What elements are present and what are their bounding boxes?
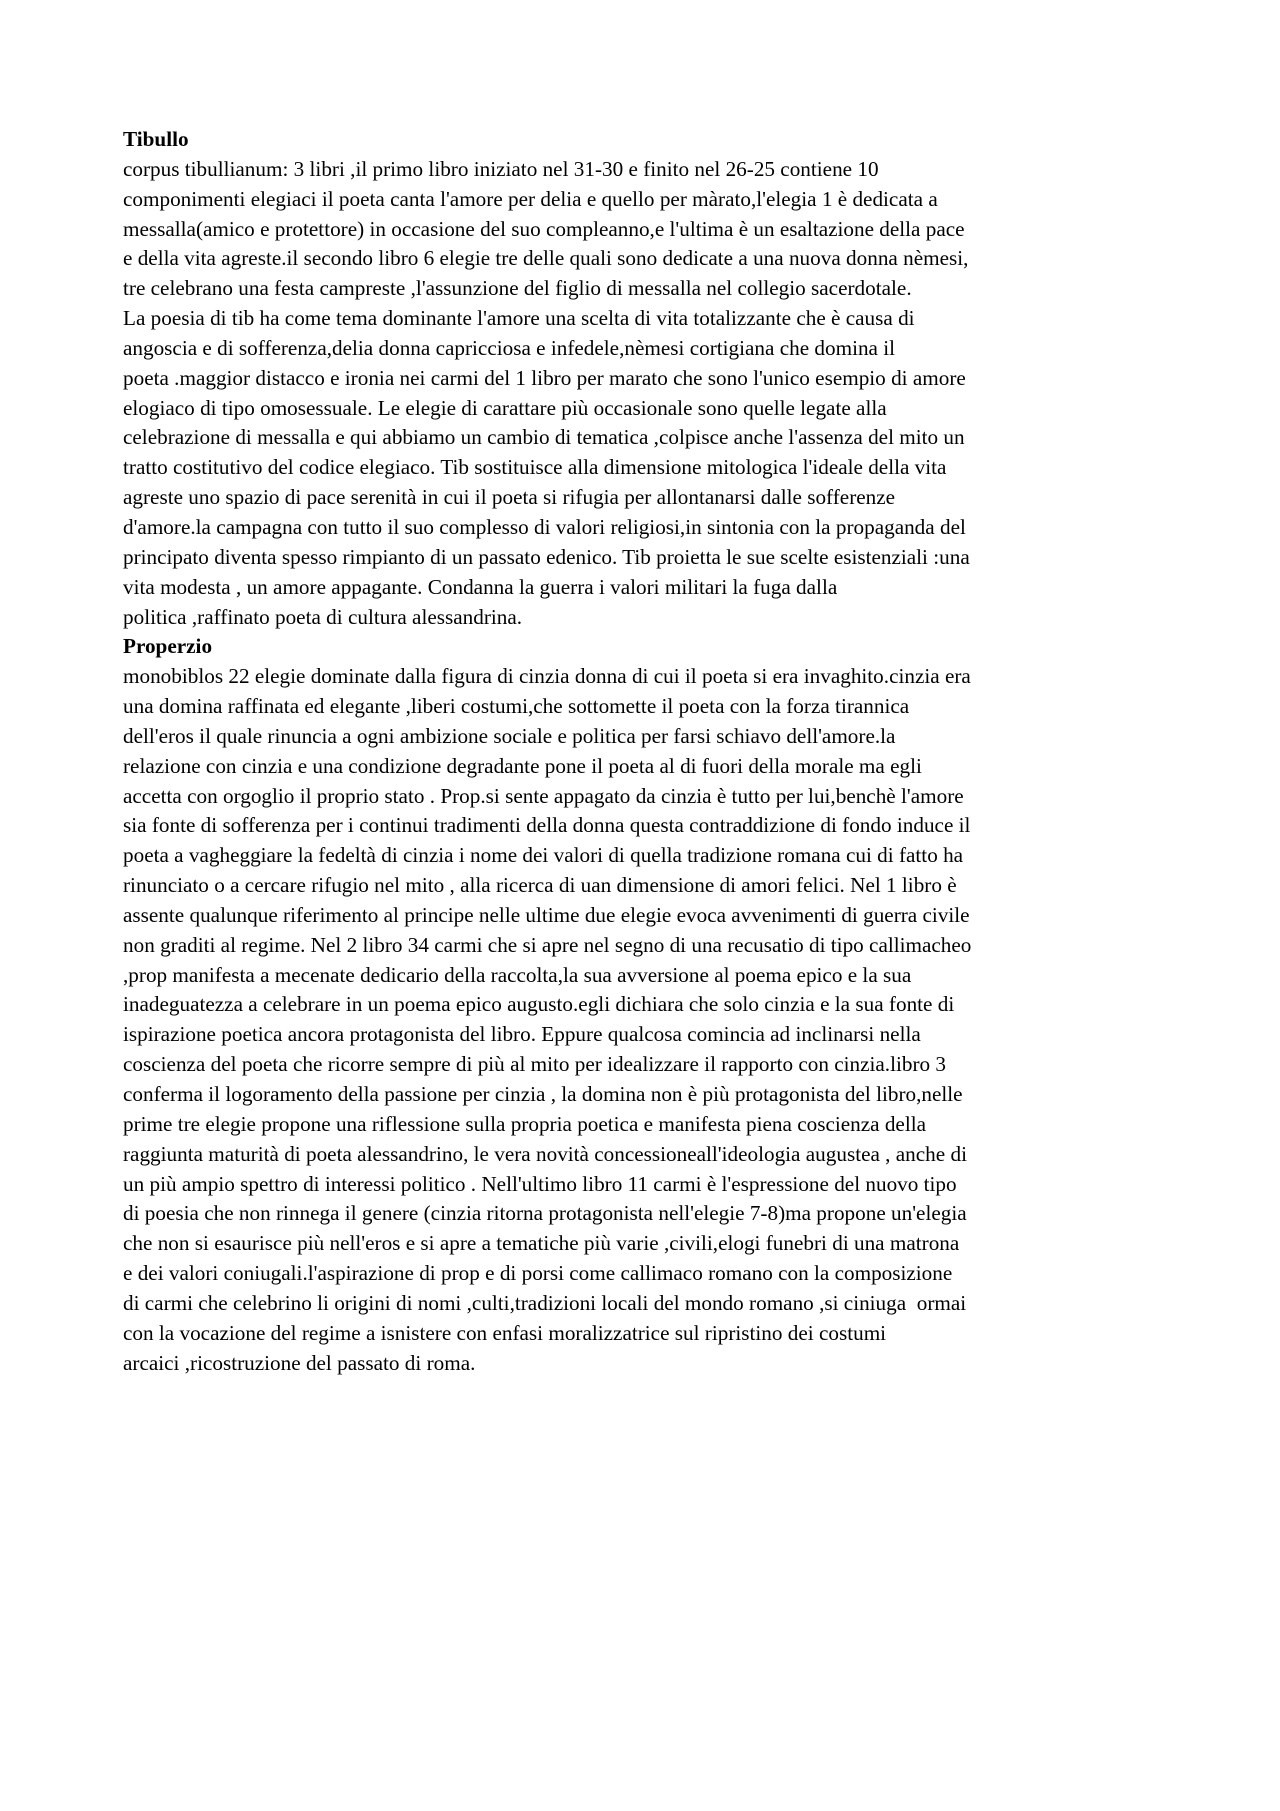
text-line: componimenti elegiaci il poeta canta l'amore per delia e quello per màrato,l'elegia 1 è dedicata a	[123, 186, 938, 211]
document-body	[123, 125, 1168, 1378]
text-line: agreste uno spazio di pace serenità in cui il poeta si rifugia per allontanarsi dalle sofferenze	[123, 485, 896, 510]
text-line: politica ,raffinato poeta di cultura alessandrina.	[123, 604, 523, 629]
text-line: d'amore.la campagna con tutto il suo complesso di valori religiosi,in sintonia con la propaganda del	[123, 514, 966, 539]
text-line: messalla(amico e protettore) in occasione del suo compleanno,e l'ultima è un esaltazione della pace	[123, 216, 965, 241]
text-line: arcaici ,ricostruzione del passato di roma.	[123, 1350, 476, 1375]
text-line: relazione con cinzia e una condizione degradante pone il poeta al di fuori della morale ma egli	[123, 753, 922, 778]
section-tibullo	[123, 125, 1168, 632]
text-line: La poesia di tib ha come tema dominante l'amore una scelta di vita totalizzante che è causa di	[123, 306, 915, 331]
text-line: una domina raffinata ed elegante ,liberi costumi,che sottomette il poeta con la forza tirannica	[123, 694, 910, 719]
text-line: angoscia e di sofferenza,delia donna capricciosa e infedele,nèmesi cortigiana che domina il	[123, 335, 896, 360]
text-line: principato diventa spesso rimpianto di un passato edenico. Tib proietta le sue scelte esistenziali :una	[123, 544, 970, 569]
text-line: e della vita agreste.il secondo libro 6 elegie tre delle quali sono dedicate a una nuova donna nèmesi,	[123, 246, 969, 271]
text-line: prime tre elegie propone una riflessione sulla propria poetica e manifesta piena coscienza della	[123, 1111, 927, 1136]
text-line: corpus tibullianum: 3 libri ,il primo libro iniziato nel 31-30 e finito nel 26-25 contiene 10	[123, 156, 879, 181]
text-line: non graditi al regime. Nel 2 libro 34 carmi che si apre nel segno di una recusatio di tipo callimacheo	[123, 932, 972, 957]
text-line: rinunciato o a cercare rifugio nel mito , alla ricerca di uan dimensione di amori felici. Nel 1 libro è	[123, 873, 957, 898]
text-line: sia fonte di sofferenza per i continui tradimenti della donna questa contraddizione di fondo induce il	[123, 813, 971, 838]
text-line: vita modesta , un amore appagante. Condanna la guerra i valori militari la fuga dalla	[123, 574, 838, 599]
section-heading: Tibullo	[123, 127, 189, 151]
text-line: ispirazione poetica ancora protagonista del libro. Eppure qualcosa comincia ad inclinarsi nella	[123, 1022, 921, 1047]
text-line: un più ampio spettro di interessi politico . Nell'ultimo libro 11 carmi è l'espressione del nuovo tipo	[123, 1171, 957, 1196]
text-line: poeta a vagheggiare la fedeltà di cinzia i nome dei valori di quella tradizione romana cui di fatto ha	[123, 843, 964, 868]
section-properzio	[123, 632, 1168, 1378]
text-line: tratto costitutivo del codice elegiaco. Tib sostituisce alla dimensione mitologica l'ideale della vita	[123, 455, 947, 480]
text-line: conferma il logoramento della passione per cinzia , la domina non è più protagonista del libro,nelle	[123, 1082, 963, 1106]
text-line: dell'eros il quale rinuncia a ogni ambizione sociale e politica per farsi schiavo dell'amore.la	[123, 723, 896, 748]
text-line: accetta con orgoglio il proprio stato . Prop.si sente appagato da cinzia è tutto per lui,benchè l'amore	[123, 783, 964, 808]
text-line: monobiblos 22 elegie dominate dalla figura di cinzia donna di cui il poeta si era invaghito.cinzia era	[123, 664, 971, 689]
text-line: raggiunta maturità di poeta alessandrino, le vera novità concessioneall'ideologia augustea , anche di	[123, 1141, 967, 1166]
text-line: tre celebrano una festa campreste ,l'assunzione del figlio di messalla nel collegio sacerdotale.	[123, 276, 912, 301]
text-line: inadeguatezza a celebrare in un poema epico augusto.egli dichiara che solo cinzia e la sua fonte di	[123, 992, 955, 1017]
text-line: celebrazione di messalla e qui abbiamo un cambio di tematica ,colpisce anche l'assenza del mito un	[123, 425, 965, 450]
text-line: elogiaco di tipo omosessuale. Le elegie di carattare più occasionale sono quelle legate alla	[123, 395, 887, 420]
section-heading: Properzio	[123, 634, 213, 659]
text-line: ,prop manifesta a mecenate dedicario della raccolta,la sua avversione al poema epico e la sua	[123, 962, 912, 987]
text-line: con la vocazione del regime a isnistere con enfasi moralizzatrice sul ripristino dei costumi	[123, 1320, 887, 1345]
text-line: e dei valori coniugali.l'aspirazione di prop e di porsi come callimaco romano con la composizione	[123, 1261, 953, 1286]
text-line: di carmi che celebrino li origini di nomi ,culti,tradizioni locali del mondo romano ,si ciniuga ormai	[123, 1290, 967, 1315]
text-line: coscienza del poeta che ricorre sempre di più al mito per idealizzare il rapporto con cinzia.libro 3	[123, 1052, 947, 1077]
text-line: assente qualunque riferimento al principe nelle ultime due elegie evoca avvenimenti di guerra civile	[123, 902, 970, 927]
text-line: poeta .maggior distacco e ironia nei carmi del 1 libro per marato che sono l'unico esempio di amore	[123, 365, 966, 390]
text-line: che non si esaurisce più nell'eros e si apre a tematiche più varie ,civili,elogi funebri di una matrona	[123, 1231, 960, 1256]
text-line: di poesia che non rinnega il genere (cinzia ritorna protagonista nell'elegie 7-8)ma propone un'elegia	[123, 1201, 967, 1226]
